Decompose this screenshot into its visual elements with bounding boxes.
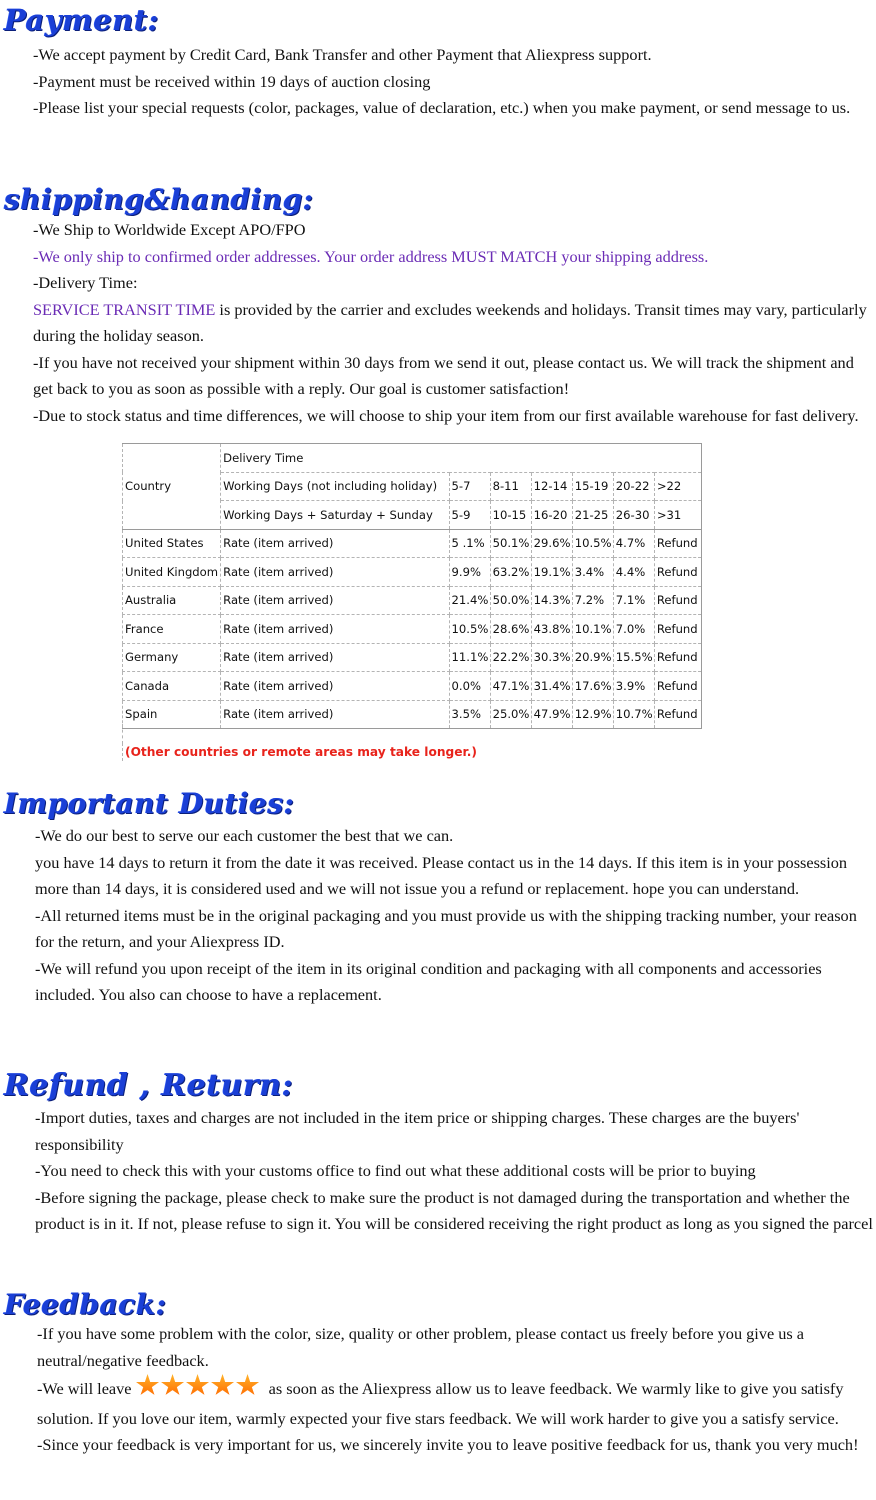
table-row [123, 700, 702, 729]
rate-cell: 19.1% [531, 558, 572, 587]
rate-cell: 5 .1% [449, 529, 490, 558]
rate-cell: 21.4% [449, 586, 490, 615]
metric-cell: Rate (item arrived) [221, 700, 449, 729]
table-row [123, 643, 702, 672]
rate-cell: 50.1% [490, 529, 531, 558]
star-icon [161, 1374, 185, 1397]
payment-line-3: -Please list your special requests (color, packages, value of declaration, etc.) when you make payment, or send message to us. [33, 98, 851, 117]
metric-cell: Rate (item arrived) [221, 615, 449, 644]
working-days-label: Working Days (not including holiday) [221, 472, 449, 501]
rate-cell: 9.9% [449, 558, 490, 587]
metric-cell: Rate (item arrived) [221, 643, 449, 672]
rate-cell: 4.4% [613, 558, 654, 587]
duties-line-1: -We do our best to serve our each customer the best that we can. [35, 826, 454, 845]
delivery-time-table [122, 443, 702, 729]
range-cell: 16-20 [531, 501, 572, 530]
remote-areas-note: (Other countries or remote areas may take longer.) [122, 743, 477, 761]
shipping-line-3: -Delivery Time: [33, 273, 138, 292]
rate-cell: 17.6% [572, 672, 613, 701]
country-cell: Australia [123, 586, 221, 615]
rate-cell: 0.0% [449, 672, 490, 701]
shipping-address-warning: -We only ship to confirmed order addresses. Your order address MUST MATCH your shipping address. [33, 246, 709, 266]
rate-cell: Refund [654, 529, 701, 558]
rate-cell: 43.8% [531, 615, 572, 644]
duties-line-3: -All returned items must be in the original packaging and you must provide us with the shipping tracking number, your reason for the return, and your Aliexpress ID. [35, 905, 857, 951]
star-icon [236, 1374, 260, 1397]
country-cell: Germany [123, 643, 221, 672]
rate-cell: 10.5% [449, 615, 490, 644]
transit-time-text: is provided by the carrier and excludes weekends and holidays. Transit times may vary, particularly during the holiday season. [33, 299, 867, 345]
feedback-section [37, 1321, 876, 1459]
stars-suffix: as soon as the Aliexpress allow us to leave feedback. We warmly like to give you satisfy solution. If you love our item, warmly expected your five stars feedback. We will work harder to give you a satisfy service. [37, 1379, 844, 1428]
note-divider [122, 724, 123, 744]
rate-cell: 11.1% [449, 643, 490, 672]
range-cell: 26-30 [613, 501, 654, 530]
feedback-stars-paragraph [37, 1374, 876, 1432]
shipping-transit-paragraph [33, 297, 876, 350]
shipping-line-1: -We Ship to Worldwide Except APO/FPO [33, 220, 306, 239]
country-cell: Canada [123, 672, 221, 701]
range-cell: 21-25 [572, 501, 613, 530]
rate-cell: Refund [654, 558, 701, 587]
refund-line-3: -Before signing the package, please check to make sure the product is not damaged during the transportation and whether the product is in it. If not, please refuse to sign it. You will be considered receiving the right product as long as you signed the parcel [35, 1187, 873, 1233]
shipping-heading: shipping&handing: [4, 183, 314, 216]
rate-cell: 20.9% [572, 643, 613, 672]
refund-line-2: -You need to check this with your customs office to find out what these additional costs will be prior to buying [35, 1161, 756, 1180]
rate-cell: Refund [654, 700, 701, 729]
country-header: Country [123, 444, 221, 530]
stars-prefix: -We will leave [37, 1379, 132, 1398]
country-cell: United Kingdom [123, 558, 221, 587]
payment-section [33, 42, 876, 122]
table-row [123, 672, 702, 701]
shipping-section [33, 217, 876, 429]
star-icon [136, 1374, 160, 1397]
refund-heading: Refund , Return: [4, 1068, 294, 1103]
duties-line-4: -We will refund you upon receipt of the item in its original condition and packaging with all components and accessories included. You also can choose to have a replacement. [35, 958, 822, 1004]
rate-cell: 7.2% [572, 586, 613, 615]
shipping-line-5: -If you have not received your shipment within 30 days from we send it out, please contact us. We will track the shipment and get back to you as soon as possible with a reply. Our goal is customer satisfaction! [33, 352, 854, 398]
rate-cell: 4.7% [613, 529, 654, 558]
table-row [123, 529, 702, 558]
rate-cell: 47.9% [531, 700, 572, 729]
rate-cell: Refund [654, 672, 701, 701]
refund-line-1: -Import duties, taxes and charges are not included in the item price or shipping charges. These charges are the buyers' responsibility [35, 1108, 800, 1154]
duties-section [35, 823, 876, 1009]
payment-line-1: -We accept payment by Credit Card, Bank Transfer and other Payment that Aliexpress support. [33, 45, 652, 64]
rate-cell: 7.0% [613, 615, 654, 644]
range-cell: >22 [654, 472, 701, 501]
rate-cell: 31.4% [531, 672, 572, 701]
rate-cell: Refund [654, 643, 701, 672]
table-row [123, 558, 702, 587]
range-cell: 5-7 [449, 472, 490, 501]
feedback-line-3: -Since your feedback is very important for us, we sincerely invite you to leave positive feedback for us, thank you very much! [37, 1435, 859, 1454]
delivery-time-title: Delivery Time [221, 444, 702, 473]
rate-cell: 50.0% [490, 586, 531, 615]
rate-cell: 12.9% [572, 700, 613, 729]
table-title-row [123, 444, 702, 473]
range-cell: 15-19 [572, 472, 613, 501]
country-cell: Spain [123, 700, 221, 729]
table-row [123, 615, 702, 644]
rate-cell: 28.6% [490, 615, 531, 644]
duties-heading: Important Duties: [4, 787, 295, 820]
metric-cell: Rate (item arrived) [221, 529, 449, 558]
rate-cell: 25.0% [490, 700, 531, 729]
feedback-heading: Feedback: [4, 1288, 167, 1321]
rate-cell: 30.3% [531, 643, 572, 672]
range-cell: >31 [654, 501, 701, 530]
star-icon [211, 1374, 235, 1397]
rate-cell: 3.5% [449, 700, 490, 729]
payment-line-2: -Payment must be received within 19 days of auction closing [33, 71, 431, 91]
rate-cell: 10.7% [613, 700, 654, 729]
payment-heading: Payment: [4, 3, 159, 37]
country-cell: United States [123, 529, 221, 558]
rate-cell: 10.1% [572, 615, 613, 644]
weekend-days-label: Working Days + Saturday + Sunday [221, 501, 449, 530]
rate-cell: 7.1% [613, 586, 654, 615]
country-cell: France [123, 615, 221, 644]
rate-cell: Refund [654, 586, 701, 615]
table-row [123, 586, 702, 615]
star-icon [186, 1374, 210, 1397]
transit-time-highlight: SERVICE TRANSIT TIME [33, 299, 216, 319]
rate-cell: 22.2% [490, 643, 531, 672]
rate-cell: 3.4% [572, 558, 613, 587]
feedback-line-1: -If you have some problem with the color, size, quality or other problem, please contact us freely before you give us a neutral/negative feedback. [37, 1324, 805, 1370]
range-cell: 20-22 [613, 472, 654, 501]
rate-cell: 10.5% [572, 529, 613, 558]
refund-section [35, 1105, 876, 1238]
duties-line-2: you have 14 days to return it from the date it was received. Please contact us in the 14 days. If this item is in your possession more than 14 days, it is considered used and we will not issue you a refund or replacement. hope you can understand. [35, 852, 848, 898]
range-cell: 12-14 [531, 472, 572, 501]
metric-cell: Rate (item arrived) [221, 586, 449, 615]
shipping-line-6: -Due to stock status and time differences, we will choose to ship your item from our first available warehouse for fast delivery. [33, 405, 859, 425]
rate-cell: 47.1% [490, 672, 531, 701]
five-stars-rating [136, 1374, 261, 1406]
metric-cell: Rate (item arrived) [221, 672, 449, 701]
rate-cell: 63.2% [490, 558, 531, 587]
rate-cell: 29.6% [531, 529, 572, 558]
rate-cell: Refund [654, 615, 701, 644]
range-cell: 5-9 [449, 501, 490, 530]
range-cell: 10-15 [490, 501, 531, 530]
rate-cell: 14.3% [531, 586, 572, 615]
rate-cell: 15.5% [613, 643, 654, 672]
rate-cell: 3.9% [613, 672, 654, 701]
metric-cell: Rate (item arrived) [221, 558, 449, 587]
range-cell: 8-11 [490, 472, 531, 501]
